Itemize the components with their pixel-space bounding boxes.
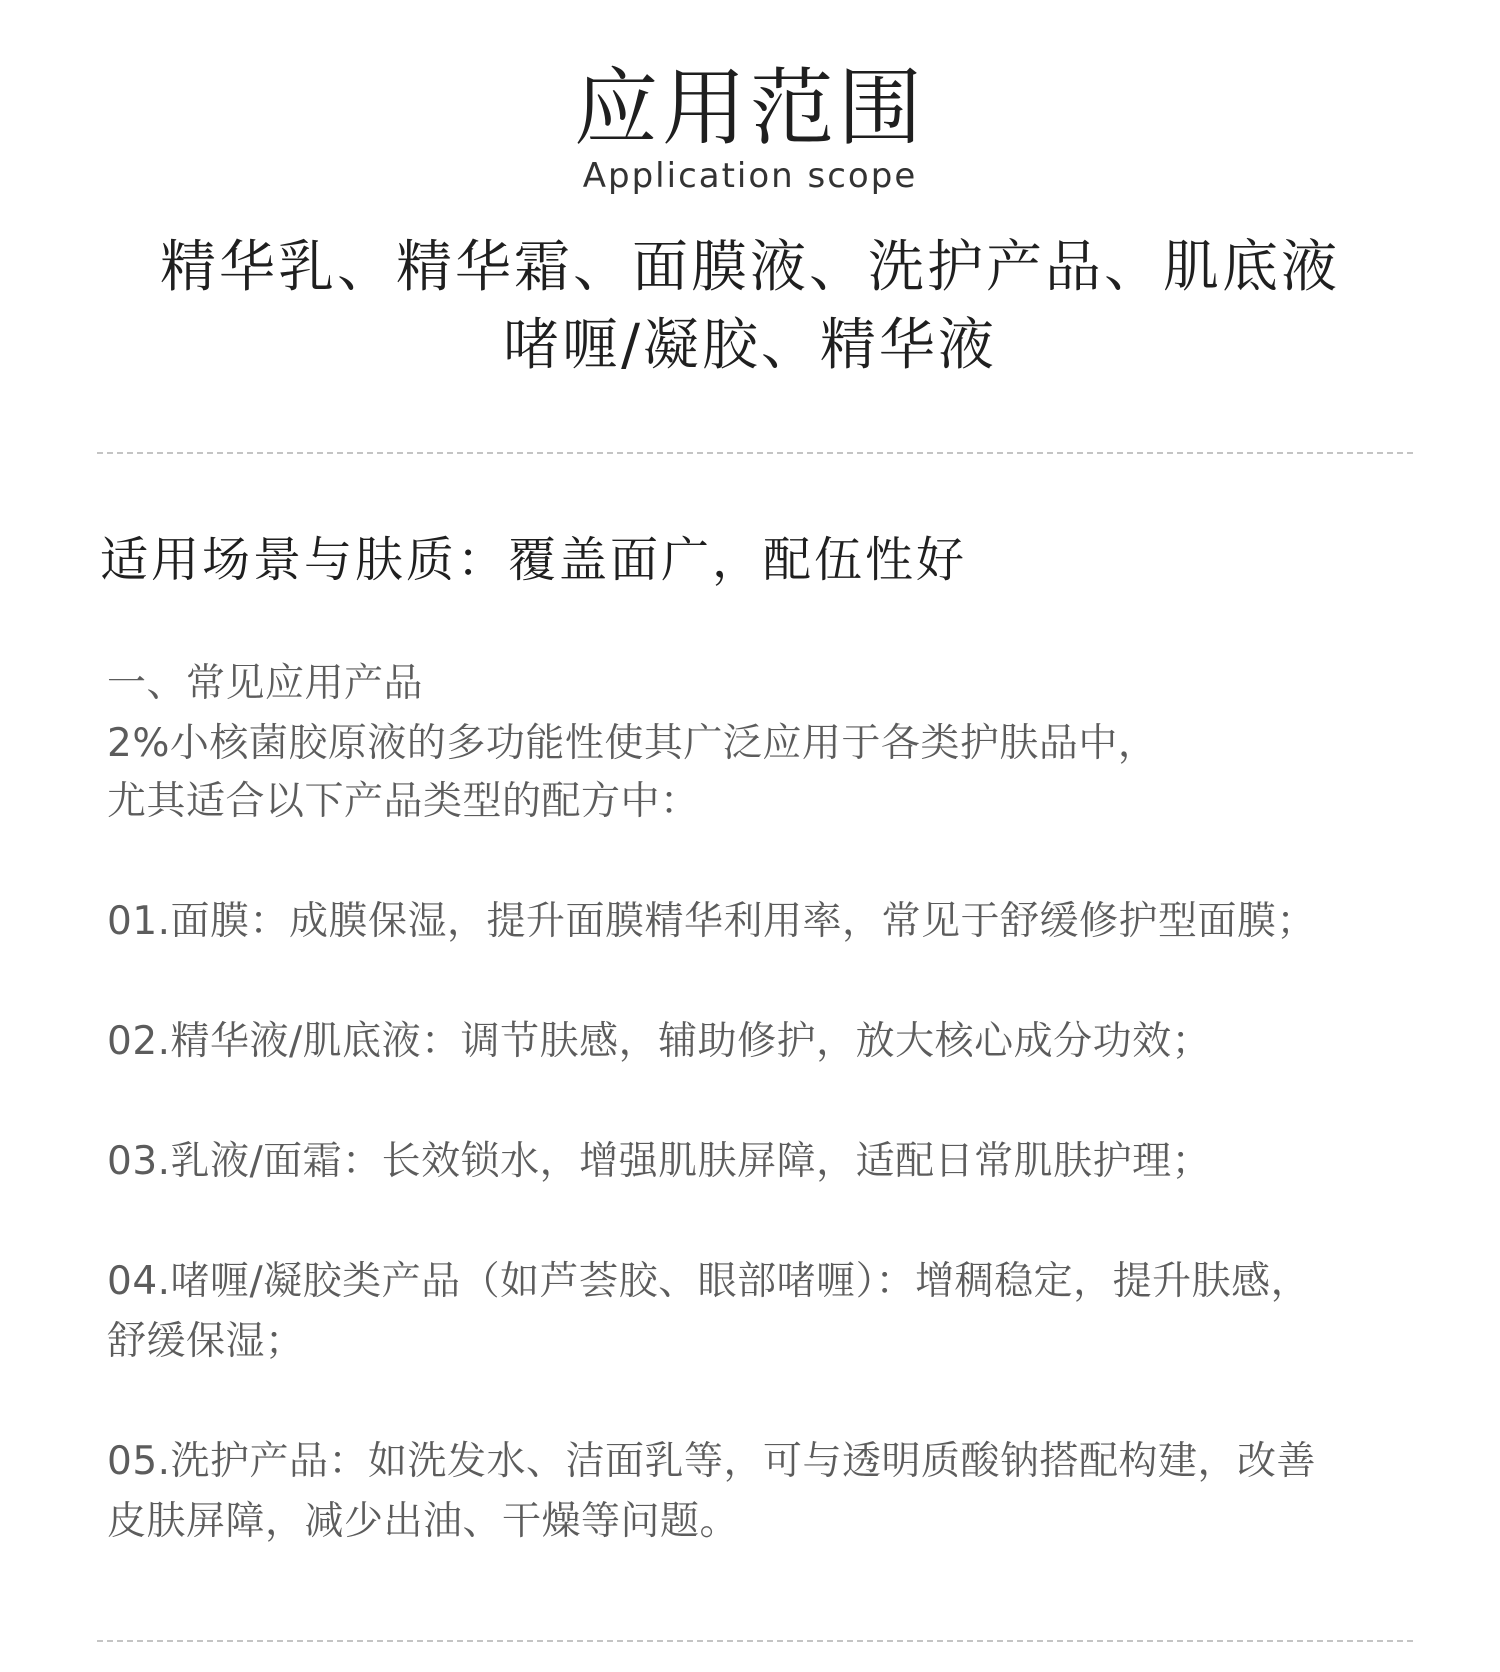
page-subtitle: Application scope xyxy=(582,156,918,196)
list-item-01: 01.面膜：成膜保湿，提升面膜精华利用率，常见于舒缓修护型面膜； xyxy=(107,899,1317,944)
scope-line-2: 啫喱/凝胶、精华液 xyxy=(503,313,997,378)
intro-line-1: 2%小核菌胶原液的多功能性使其广泛应用于各类护肤品中， xyxy=(107,721,1158,766)
list-item-05-line-2: 皮肤屏障，减少出油、干燥等问题。 xyxy=(107,1499,740,1544)
list-item-04-line-2: 舒缓保湿； xyxy=(107,1319,305,1364)
list-item-05-line-1: 05.洗护产品：如洗发水、洁面乳等，可与透明质酸钠搭配构建，改善 xyxy=(107,1439,1317,1484)
intro-line-2: 尤其适合以下产品类型的配方中： xyxy=(107,779,700,824)
dashed-divider-bottom xyxy=(97,1640,1413,1642)
list-item-04-line-1: 04.啫喱/凝胶类产品（如芦荟胶、眼部啫喱）：增稠稳定，提升肤感， xyxy=(107,1259,1311,1304)
scope-line-1: 精华乳、精华霜、面膜液、洗护产品、肌底液 xyxy=(160,235,1340,300)
list-item-02: 02.精华液/肌底液：调节肤感，辅助修护，放大核心成分功效； xyxy=(107,1019,1212,1064)
dashed-divider-top xyxy=(97,452,1413,454)
intro-title: 一、常见应用产品 xyxy=(107,661,424,706)
list-item-03: 03.乳液/面霜：长效锁水，增强肌肤屏障，适配日常肌肤护理； xyxy=(107,1139,1212,1184)
section-heading: 适用场景与肤质：覆盖面广，配伍性好 xyxy=(100,532,968,588)
page-title: 应用范围 xyxy=(573,59,926,157)
